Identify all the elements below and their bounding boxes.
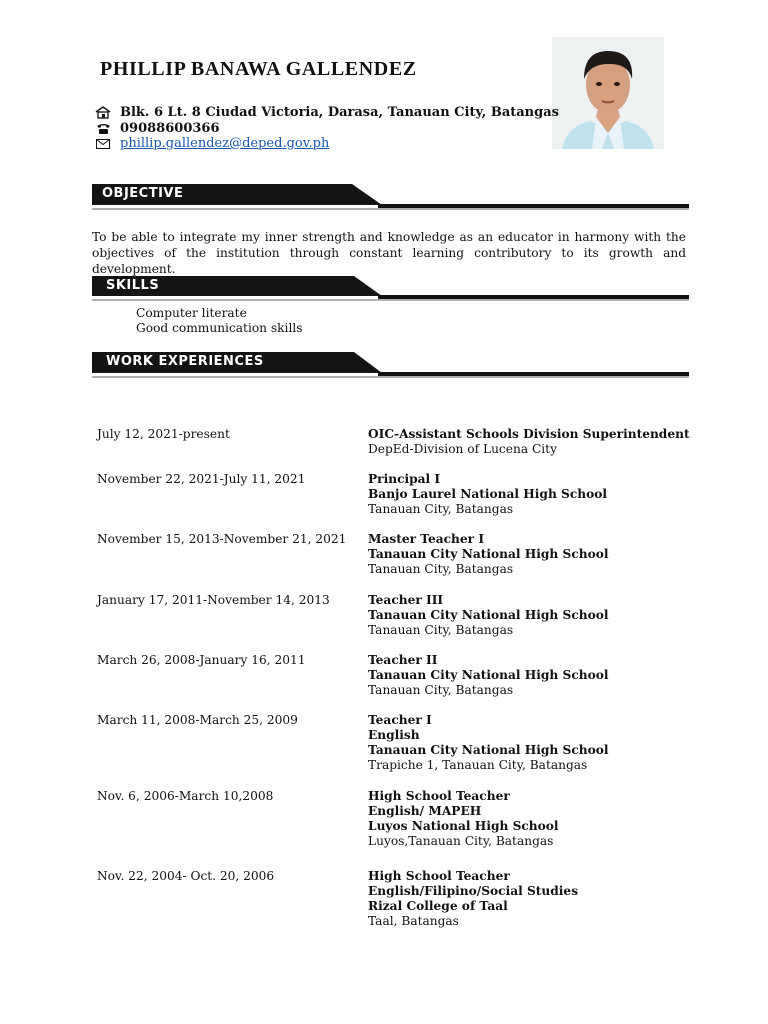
experience-school: Banjo Laurel National High School xyxy=(368,487,608,501)
objective-title: OBJECTIVE xyxy=(102,186,184,201)
experience-position: Principal I xyxy=(368,472,441,486)
experience-school: Tanauan City National High School xyxy=(368,668,609,682)
experience-subject: English/ MAPEH xyxy=(368,804,482,818)
experience-position: OIC-Assistant Schools Division Superintendent xyxy=(368,427,690,441)
address-text: Blk. 6 Lt. 8 Ciudad Victoria, Darasa, Tanauan City, Batangas xyxy=(120,105,559,120)
work-banner xyxy=(92,352,689,380)
address-row xyxy=(92,105,559,120)
phone-icon xyxy=(92,123,114,135)
home-icon xyxy=(92,106,114,119)
experience-detail xyxy=(368,532,609,577)
experience-subject: English/Filipino/Social Studies xyxy=(368,884,579,898)
experience-detail xyxy=(368,789,559,849)
applicant-name: PHILLIP BANAWA GALLENDEZ xyxy=(100,58,417,80)
skills-banner xyxy=(92,276,689,304)
work-title: WORK EXPERIENCES xyxy=(106,354,264,369)
experience-location: Trapiche 1, Tanauan City, Batangas xyxy=(368,758,588,772)
experience-date: November 15, 2013-November 21, 2021 xyxy=(97,532,347,546)
experience-date: March 11, 2008-March 25, 2009 xyxy=(97,713,298,727)
objective-text: To be able to integrate my inner strength and knowledge as an educator in harmony with the objectives of the institution through constant learning contributory to its growth and development. xyxy=(92,230,686,276)
experience-position: Teacher III xyxy=(368,593,444,607)
experience-position: High School Teacher xyxy=(368,869,510,883)
experience-detail xyxy=(368,593,609,638)
phone-row xyxy=(92,121,220,136)
skills-list xyxy=(136,306,303,336)
experience-date: July 12, 2021-present xyxy=(97,427,230,441)
experience-location: DepEd-Division of Lucena City xyxy=(368,442,557,456)
email-row xyxy=(92,136,329,151)
experience-detail xyxy=(368,653,609,698)
experience-subject: English xyxy=(368,728,420,742)
experience-location: Tanauan City, Batangas xyxy=(368,502,514,516)
experience-detail xyxy=(368,869,578,929)
experience-school: Tanauan City National High School xyxy=(368,547,609,561)
experience-school: Tanauan City National High School xyxy=(368,608,609,622)
experience-date: January 17, 2011-November 14, 2013 xyxy=(97,593,330,607)
objective-banner xyxy=(92,184,689,212)
experience-location: Luyos,Tanauan City, Batangas xyxy=(368,834,554,848)
experience-location: Tanauan City, Batangas xyxy=(368,683,514,697)
experience-location: Tanauan City, Batangas xyxy=(368,562,514,576)
experience-position: Teacher II xyxy=(368,653,438,667)
phone-text: 09088600366 xyxy=(120,121,220,136)
experience-detail xyxy=(368,472,607,517)
skill-item: Computer literate xyxy=(136,306,247,320)
experience-school: Tanauan City National High School xyxy=(368,743,609,757)
experience-school: Luyos National High School xyxy=(368,819,559,833)
experience-position: Master Teacher I xyxy=(368,532,485,546)
experience-detail xyxy=(368,713,609,773)
experience-date: November 22, 2021-July 11, 2021 xyxy=(97,472,306,486)
experience-position: Teacher I xyxy=(368,713,432,727)
experience-location: Tanauan City, Batangas xyxy=(368,623,514,637)
experience-position: High School Teacher xyxy=(368,789,510,803)
experience-detail xyxy=(368,427,690,457)
experience-school: Rizal College of Taal xyxy=(368,899,508,913)
mail-icon xyxy=(92,139,114,149)
experience-location: Taal, Batangas xyxy=(368,914,459,928)
skills-title: SKILLS xyxy=(106,278,160,293)
profile-photo xyxy=(552,37,664,149)
experience-date: March 26, 2008-January 16, 2011 xyxy=(97,653,306,667)
experience-date: Nov. 6, 2006-March 10,2008 xyxy=(97,789,274,803)
email-link[interactable]: phillip.gallendez@deped.gov.ph xyxy=(120,136,330,151)
skill-item: Good communication skills xyxy=(136,321,303,335)
experience-date: Nov. 22, 2004- Oct. 20, 2006 xyxy=(97,869,275,883)
